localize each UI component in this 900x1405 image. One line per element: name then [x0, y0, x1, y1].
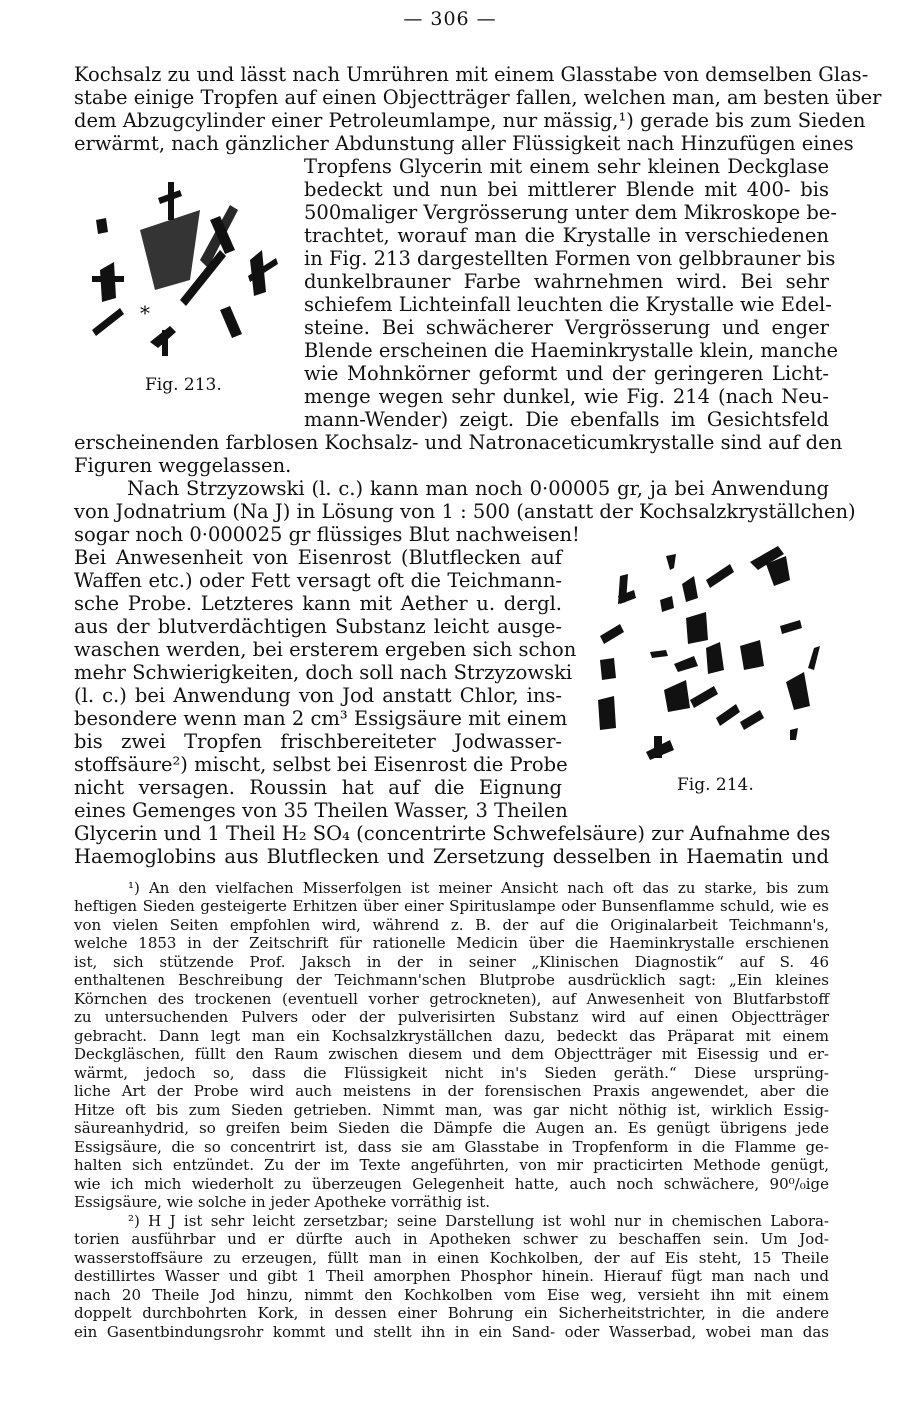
footnote-line: ist, sich stützende Prof. Jaksch in der in seiner „Klinischen Diagnostik“ auf S. 46: [74, 953, 829, 971]
text-line: Figuren weggelassen.: [74, 454, 292, 477]
text-line: aus der blutverdächtigen Substanz leicht ausge-: [74, 615, 562, 638]
text-line: bis zwei Tropfen frischbereiteter Jodwasser-: [74, 730, 562, 753]
text-line: waschen werden, bei ersterem ergeben sich schon: [74, 638, 577, 661]
text-line: erscheinenden farblosen Kochsalz- und Natronaceticumkrystalle sind auf den: [74, 431, 843, 454]
text-line: Waffen etc.) oder Fett versagt oft die Teichmann-: [74, 569, 562, 592]
svg-text:*: *: [140, 301, 150, 325]
text-line: stoffsäure²) mischt, selbst bei Eisenrost die Probe: [74, 753, 568, 776]
footnote-line: zu untersuchenden Pulvers oder der pulverisirten Substanz wird auf einen Objectträger: [74, 1008, 829, 1026]
text-line: eines Gemenges von 35 Theilen Wasser, 3 Theilen: [74, 799, 568, 822]
text-line: besondere wenn man 2 cm³ Essigsäure mit einem: [74, 707, 568, 730]
footnote-line: säureanhydrid, so greifen beim Sieden die Dämpfe die Augen an. Es genügt übrigens jede: [74, 1119, 829, 1137]
text-line: bedeckt und nun bei mittlerer Blende mit 400- bis: [304, 178, 829, 201]
footnote-line: wie ich mich wiederholt zu überzeugen Gelegenheit hatte, auch noch schwächere, 90⁰/₀ige: [74, 1175, 829, 1193]
footnote-line: torien ausführbar und er dürfte auch in Apotheken schwer zu beschaffen sein. Um Jod-: [74, 1230, 829, 1248]
text-line: (l. c.) bei Anwendung von Jod anstatt Chlor, ins-: [74, 684, 562, 707]
footnote-line: nach 20 Theile Jod hinzu, nimmt den Kochkolben vom Eise weg, versieht ihn mit einem: [74, 1286, 829, 1304]
footnote-line: heftigen Sieden gesteigerte Erhitzen über einer Spirituslampe oder Bunsenflamme schuld, wie es: [74, 897, 829, 915]
footnote-line: doppelt durchbohrten Kork, in dessen einer Bohrung ein Sicherheitstrichter, in die andere: [74, 1304, 829, 1322]
text-line: stabe einige Tropfen auf einen Objectträger fallen, welchen man, am besten über: [74, 86, 882, 109]
footnote-line: ¹) An den vielfachen Misserfolgen ist meiner Ansicht nach oft das zu starke, bis zum: [128, 879, 829, 897]
text-line: menge wegen sehr dunkel, wie Fig. 214 (nach Neu-: [304, 385, 829, 408]
text-line: trachtet, worauf man die Krystalle in verschiedenen: [304, 224, 829, 247]
text-line: von Jodnatrium (Na J) in Lösung von 1 : 500 (anstatt der Kochsalzkryställchen): [74, 500, 856, 523]
text-line: Tropfens Glycerin mit einem sehr kleinen Deckglase: [304, 155, 829, 178]
text-line: wie Mohnkörner geformt und der geringeren Licht-: [304, 362, 829, 385]
footnote-line: Hitze oft bis zum Sieden getrieben. Nimmt man, was gar nicht nöthig ist, wirklich Essig-: [74, 1101, 829, 1119]
footnote-line: Körnchen des trockenen (eventuell vorher getrockneten), auf Anwesenheit von Blutfarbstoff: [74, 990, 829, 1008]
text-line: dunkelbrauner Farbe wahrnehmen wird. Bei sehr: [304, 270, 829, 293]
text-line: Blende erscheinen die Haeminkrystalle klein, manche: [304, 339, 839, 362]
text-line: Glycerin und 1 Theil H₂ SO₄ (concentrirte Schwefelsäure) zur Aufnahme des: [74, 822, 831, 845]
text-line: Bei Anwesenheit von Eisenrost (Blutflecken auf: [74, 546, 562, 569]
text-line: steine. Bei schwächerer Vergrösserung und enger: [304, 316, 829, 339]
text-line: dem Abzugcylinder einer Petroleumlampe, nur mässig,¹) gerade bis zum Sieden: [74, 109, 866, 132]
footnote-line: Essigsäure, die so concentrirt ist, dass sie am Glasstabe in Tropfenform in die Flamme ge-: [74, 1138, 829, 1156]
figure-214-crystals: [590, 540, 830, 765]
figure-213-caption: Fig. 213.: [145, 375, 222, 395]
footnote-line: wärmt, jedoch so, dass die Flüssigkeit nicht in's Sieden geräth.“ Diese ursprüng-: [74, 1064, 829, 1082]
footnote-line: destillirtes Wasser und gibt 1 Theil amorphen Phosphor hinein. Hierauf fügt man nach und: [74, 1267, 829, 1285]
text-line: sche Probe. Letzteres kann mit Aether u. dergl.: [74, 592, 562, 615]
text-line: schiefem Lichteinfall leuchten die Krystalle wie Edel-: [304, 293, 832, 316]
figure-214-caption: Fig. 214.: [677, 775, 754, 795]
footnote-line: Deckgläschen, füllt den Raum zwischen diesem und dem Objectträger mit Eisessig und er-: [74, 1045, 829, 1063]
footnote-line: von vielen Seiten empfohlen wird, während z. B. der auf die Originalarbeit Teichmann's,: [74, 916, 829, 934]
footnote-line: gebracht. Dann legt man ein Kochsalzkryställchen dazu, bedeckt das Präparat mit einem: [74, 1027, 829, 1045]
footnote-line: ein Gasentbindungsrohr kommt und stellt ihn in ein Sand- oder Wasserbad, wobei man das: [74, 1323, 829, 1341]
text-line: Nach Strzyzowski (l. c.) kann man noch 0·00005 gr, ja bei Anwendung: [127, 477, 829, 500]
footnote-line: wasserstoffsäure zu erzeugen, füllt man in einen Kochkolben, der auf Eis steht, 15 Theile: [74, 1249, 829, 1267]
page-number: — 306 —: [403, 8, 497, 30]
text-line: Kochsalz zu und lässt nach Umrühren mit einem Glasstabe von demselben Glas-: [74, 63, 869, 86]
footnote-line: halten sich entzündet. Zu der im Texte angeführten, von mir practicirten Methode genügt,: [74, 1156, 829, 1174]
text-line: 500maliger Vergrösserung unter dem Mikroskope be-: [304, 201, 837, 224]
text-line: in Fig. 213 dargestellten Formen von gelbbrauner bis: [304, 247, 836, 270]
footnote-line: enthaltenen Beschreibung der Teichmann'schen Blutprobe ausdrücklich sagt: „Ein kleines: [74, 971, 829, 989]
text-line: nicht versagen. Roussin hat auf die Eignung: [74, 776, 562, 799]
figure-213-crystals: [80, 180, 290, 370]
text-line: sogar noch 0·000025 gr flüssiges Blut nachweisen!: [74, 523, 580, 546]
footnote-line: liche Art der Probe wird auch meistens in der forensischen Praxis angewendet, aber die: [74, 1082, 829, 1100]
text-line: erwärmt, nach gänzlicher Abdunstung aller Flüssigkeit nach Hinzufügen eines: [74, 132, 854, 155]
text-line: Haemoglobins aus Blutflecken und Zersetzung desselben in Haematin und: [74, 845, 829, 868]
text-line: mann-Wender) zeigt. Die ebenfalls im Gesichtsfeld: [304, 408, 829, 431]
footnote-line: welche 1853 in der Zeitschrift für rationelle Medicin über die Haeminkrystalle erschienen: [74, 934, 829, 952]
footnote-line: ²) H J ist sehr leicht zersetzbar; seine Darstellung ist wohl nur in chemischen Labora-: [128, 1212, 829, 1230]
footnote-line: Essigsäure, wie solche in jeder Apotheke vorräthig ist.: [74, 1193, 491, 1211]
text-line: mehr Schwierigkeiten, doch soll nach Strzyzowski: [74, 661, 573, 684]
